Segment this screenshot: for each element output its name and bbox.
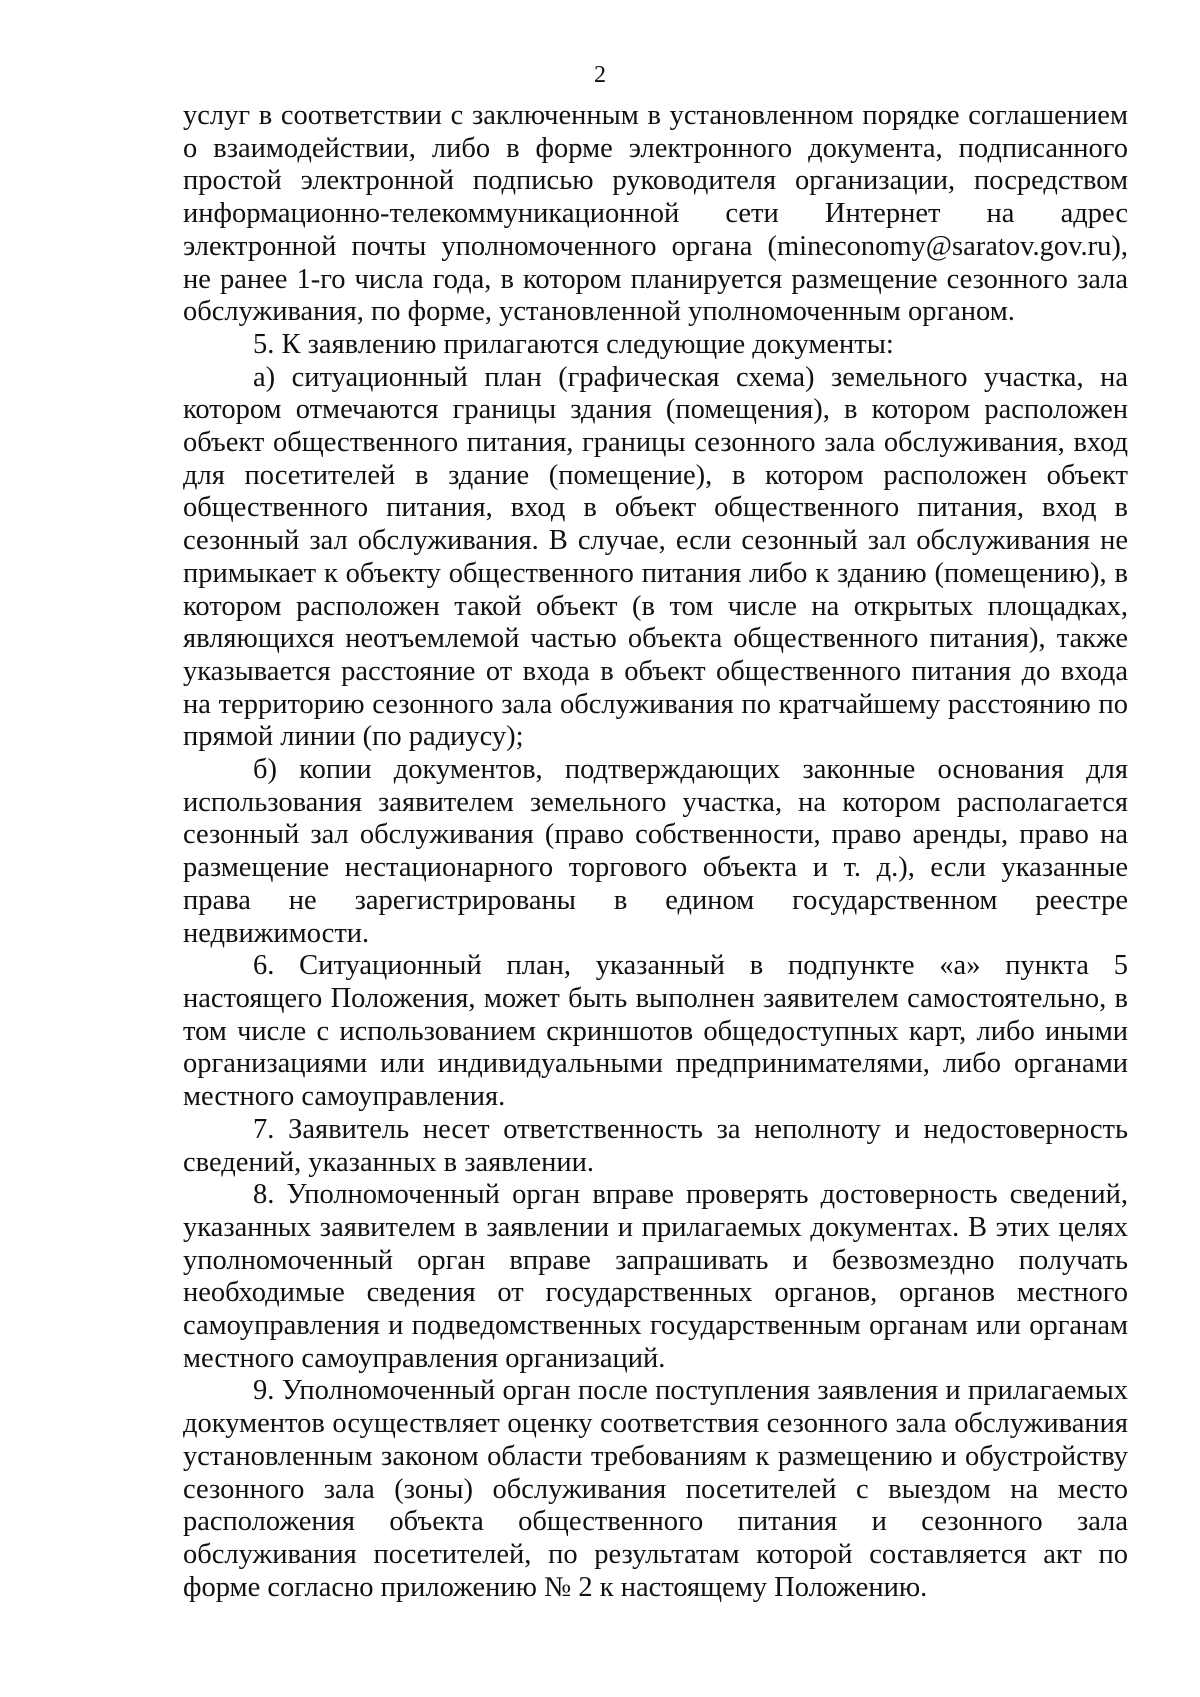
paragraph-item-5: 5. К заявлению прилагаются следующие документы: <box>253 328 894 360</box>
paragraph-item-5a: а) ситуационный план (графическая схема) земельного участка, на котором отмечаются границы здания (помещения), в котором расположен объект общественного питания, границы сезонного зала обслуживания, вход для посетителей в здание (помещение), в котором расположен объект общественного питания, вход в объект общественного питания, вход в сезонный зал обслуживания. В случае, если сезонный зал обслуживания не примыкает к объекту общественного питания либо к зданию (помещению), в котором расположен такой объект (в том числе на открытых площадках, являющихся неотъемлемой частью объекта общественного питания), также указывается расстояние от входа в объект общественного питания до входа на территорию сезонного зала обслуживания по кратчайшему расстоянию по прямой линии (по радиусу); <box>183 361 1128 753</box>
paragraph-item-8: 8. Уполномоченный орган вправе проверять достоверность сведений, указанных заявителем в заявлении и прилагаемых документах. В этих целях уполномоченный орган вправе запрашивать и безвозмездно получать необходимые сведения от государственных органов, органов местного самоуправления и подведомственных государственным органам или органам местного самоуправления организаций. <box>183 1179 1128 1374</box>
paragraph-continuation: услуг в соответствии с заключенным в установленном порядке соглашением о взаимодействии, либо в форме электронного документа, подписанного простой электронной подписью руководителя организации, посредством информационно-телекоммуникационной сети Интернет на адрес электронной почты уполномоченного органа (mineconomy@saratov.gov.ru), не ранее 1-го числа года, в котором планируется размещение сезонного зала обслуживания, по форме, установленной уполномоченным органом. <box>183 100 1128 328</box>
paragraph-item-6: 6. Ситуационный план, указанный в подпункте «а» пункта 5 настоящего Положения, может быть выполнен заявителем самостоятельно, в том числе с использованием скриншотов общедоступных карт, либо иными организациями или индивидуальными предпринимателями, либо органами местного самоуправления. <box>183 950 1128 1113</box>
paragraph-item-9: 9. Уполномоченный орган после поступления заявления и прилагаемых документов осуществляет оценку соответствия сезонного зала обслуживания установленным законом области требованиям к размещению и обустройству сезонного зала (зоны) обслуживания посетителей с выездом на место расположения объекта общественного питания и сезонного зала обслуживания посетителей, по результатам которой составляется акт по форме согласно приложению № 2 к настоящему Положению. <box>183 1375 1128 1603</box>
page-number: 2 <box>594 62 606 88</box>
paragraph-item-7: 7. Заявитель несет ответственность за неполноту и недостоверность сведений, указанных в заявлении. <box>183 1113 1128 1178</box>
document-body <box>183 100 1128 1604</box>
paragraph-item-5b: б) копии документов, подтверждающих законные основания для использования заявителем земельного участка, на котором располагается сезонный зал обслуживания (право собственности, право аренды, право на размещение нестационарного торгового объекта и т. д.), если указанные права не зарегистрированы в едином государственном реестре недвижимости. <box>183 754 1128 949</box>
